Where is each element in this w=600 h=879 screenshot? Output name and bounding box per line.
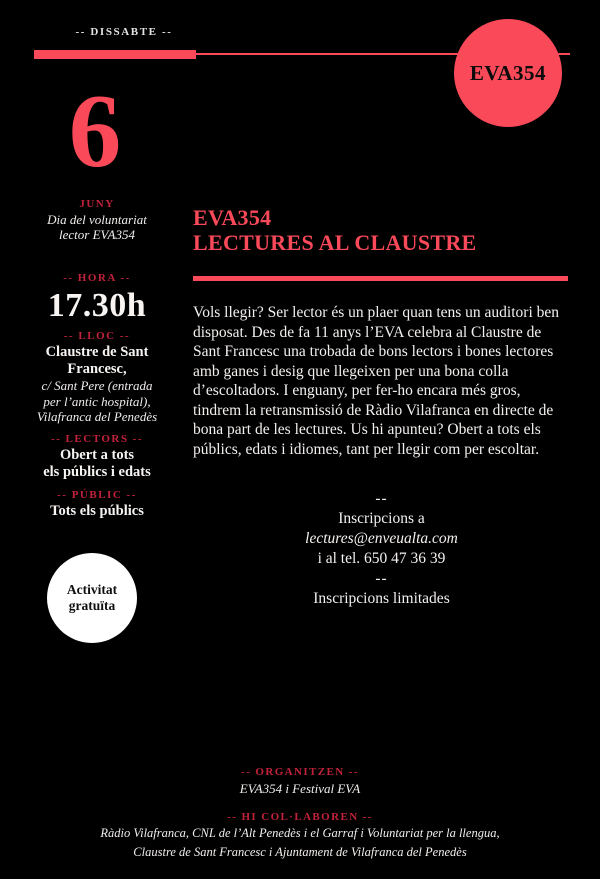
signup-email[interactable]: lectures@enveualta.com bbox=[305, 530, 458, 547]
event-title bbox=[193, 205, 570, 255]
hour-value: 17.30h bbox=[47, 287, 147, 324]
free-activity-line1: Activitat bbox=[66, 582, 118, 597]
spacer-readers bbox=[14, 425, 180, 433]
weekday-label: -- DISSABTE -- bbox=[75, 26, 173, 38]
day-number: 6 bbox=[68, 72, 122, 189]
poster-footer bbox=[0, 766, 600, 860]
free-activity-line2: gratuïta bbox=[68, 598, 116, 613]
place-name-line2: Francesc, bbox=[67, 361, 127, 377]
readers-label: -- LECTORS -- bbox=[50, 432, 144, 445]
month-subtitle-line1: Dia del voluntariat bbox=[47, 212, 147, 227]
title-divider-rule bbox=[193, 276, 568, 281]
public-value: Tots els públics bbox=[50, 502, 144, 519]
spacer-hour bbox=[14, 242, 180, 272]
month-label: JUNY bbox=[79, 198, 115, 210]
place-name-line1: Claustre de Sant bbox=[45, 344, 149, 360]
signup-phone: i al tel. 650 47 36 39 bbox=[317, 550, 446, 567]
place-address-line3: Vilafranca del Penedès bbox=[36, 409, 158, 424]
collaborators-line1: Ràdio Vilafranca, CNL de l’Alt Penedès i el Garraf i Voluntariat per la llengua, bbox=[100, 826, 500, 840]
main-content bbox=[193, 205, 570, 609]
event-details-sidebar bbox=[14, 198, 180, 520]
signup-limited-note: Inscripcions limitades bbox=[313, 590, 450, 607]
public-label: -- PÚBLIC -- bbox=[57, 488, 137, 501]
signup-block bbox=[193, 489, 570, 609]
hour-label: -- HORA -- bbox=[63, 272, 131, 284]
event-description: Vols llegir? Ser lector és un plaer quan tens un auditori ben disposat. Des de fa 11 anys l’EVA celebra al Claustre de Sant Francesc una trobada de bons lectors i bones lectores amb ganes i desig que llegeixen per una bona colla d’escoltadors. I enguany, per fer-ho encara més gros, tindrem la retransmissió de Ràdio Vilafranca en directe de bona part de les lectures. Us hi apunteu? Obert a tots els públics, edats i idiomes, tant per llegir com per escoltar. bbox=[193, 304, 560, 458]
place-label: -- LLOC -- bbox=[63, 330, 131, 342]
place-address-line2: per l’antic hospital), bbox=[43, 393, 151, 409]
collaborators-block bbox=[0, 811, 600, 860]
event-title-line2: LECTURES AL CLAUSTRE bbox=[193, 230, 477, 255]
brand-badge-label: EVA354 bbox=[469, 60, 547, 85]
free-activity-badge-text bbox=[67, 582, 117, 614]
signup-divider-bottom: -- bbox=[375, 570, 388, 587]
event-title-line1: EVA354 bbox=[193, 205, 272, 230]
readers-line2: els públics i edats bbox=[43, 463, 151, 480]
free-activity-badge bbox=[47, 553, 137, 643]
month-subtitle-line2: lector EVA354 bbox=[59, 227, 135, 242]
collaborators-label: -- HI COL·LABOREN -- bbox=[227, 811, 373, 823]
readers-line1: Obert a tots bbox=[59, 446, 135, 463]
brand-badge-circle bbox=[454, 19, 562, 127]
header-rule-thick bbox=[34, 50, 196, 59]
collaborators-line2: Claustre de Sant Francesc i Ajuntament de Vilafranca del Penedès bbox=[133, 844, 467, 859]
signup-divider-top: -- bbox=[375, 490, 388, 507]
organizers-label: -- ORGANITZEN -- bbox=[241, 766, 359, 778]
signup-intro: Inscripcions a bbox=[338, 510, 425, 527]
organizers-value: EVA354 i Festival EVA bbox=[239, 781, 361, 796]
place-address-line1: c/ Sant Pere (entrada bbox=[41, 378, 153, 393]
spacer-public bbox=[14, 481, 180, 489]
